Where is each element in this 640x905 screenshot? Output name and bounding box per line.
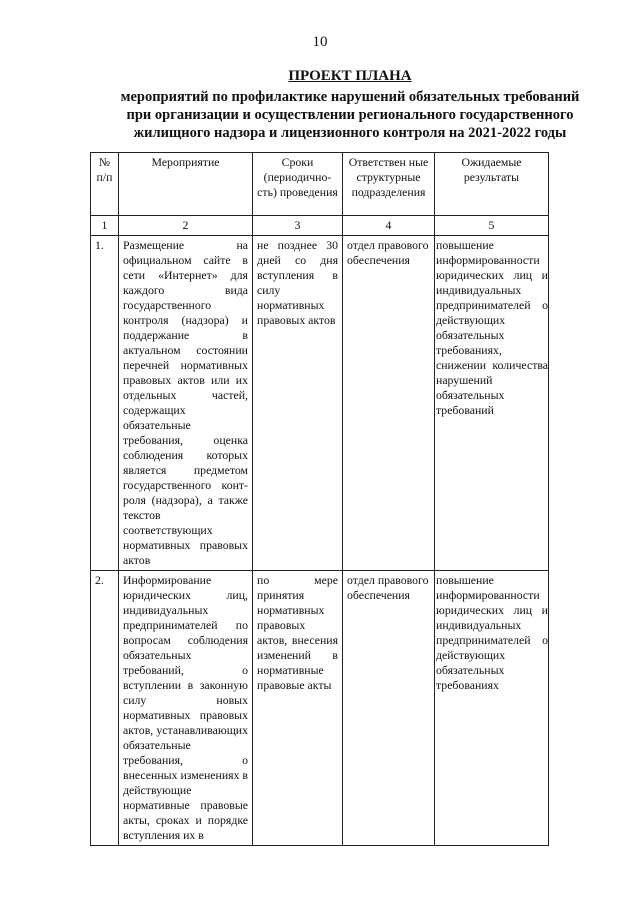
column-number-row (91, 216, 549, 236)
row-result: повышение информированности юридических лиц и индивидуальных предпринимателей о действующих обязательных требованиях (435, 571, 549, 846)
header-number: № п/п (91, 153, 119, 216)
row-deadline: не позднее 30 дней со дня вступления в силу нормативных правовых актов (253, 236, 343, 571)
column-number: 2 (119, 216, 253, 236)
column-number: 4 (343, 216, 435, 236)
row-deadline: по мере принятия нормативных правовых актов, внесения изменений в нормативные правовые акты (253, 571, 343, 846)
header-activity: Мероприятие (119, 153, 253, 216)
row-department: отдел правового обеспечения (343, 236, 435, 571)
document-title: ПРОЕКТ ПЛАНА (288, 68, 412, 84)
row-number: 1. (91, 236, 119, 571)
subtitle-line-1: мероприятий по профилактике нарушений обязательных требований (120, 89, 580, 105)
table-row (91, 571, 549, 846)
row-department: отдел правового обеспечения (343, 571, 435, 846)
header-deadline: Сроки (периодично-сть) проведения (253, 153, 343, 216)
column-number: 3 (253, 216, 343, 236)
subtitle-line-2: при организации и осуществлении регионального государственного (126, 107, 574, 123)
subtitle-line-3: жилищного надзора и лицензионного контроля на 2021-2022 годы (133, 125, 567, 141)
table-header-row (91, 153, 549, 216)
page-number: 10 (312, 34, 328, 50)
header-department: Ответствен ные структурные подразделения (343, 153, 435, 216)
plan-table (90, 152, 549, 846)
row-activity: Информирование юридических лиц, индивидуальных предпринимателей по вопросам соблюдения обязательных требований, о вступлении в законную силу новых нормативных правовых актов, устанавливающих обязательные требования, о внесенных изменениях в действующие нормативные правовые акты, сроках и порядке вступления их в (119, 571, 253, 846)
document-subtitle (80, 88, 620, 142)
header-result: Ожидаемые результаты (435, 153, 549, 216)
column-number: 1 (91, 216, 119, 236)
column-number: 5 (435, 216, 549, 236)
table-row (91, 236, 549, 571)
row-number: 2. (91, 571, 119, 846)
row-activity: Размещение на официальном сайте в сети «Интернет» для каждого вида государственного контроля (надзора) и поддержание в актуальном состоянии перечней нормативных правовых актов или их отдельных частей, содержащих обязательные требования, оценка соблюдения которых является предметом государственного конт-роля (надзора), а также текстов соответствующих нормативных правовых актов (119, 236, 253, 571)
row-result: повышение информированности юридических лиц и индивидуальных предпринимателей о действующих обязательных требованиях, снижении количества нарушений обязательных требований (435, 236, 549, 571)
